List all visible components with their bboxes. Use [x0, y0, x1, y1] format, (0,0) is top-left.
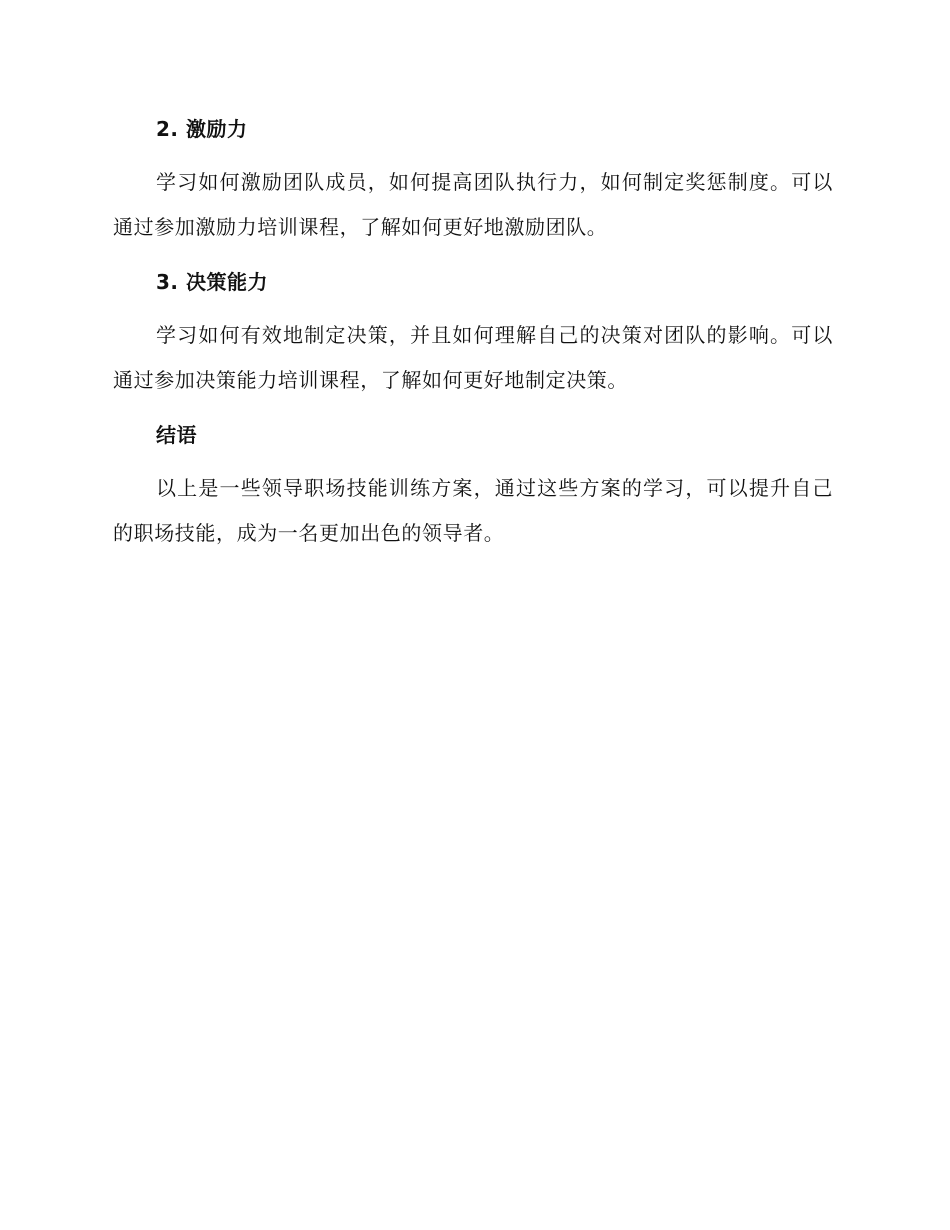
section-heading-motivation: 2. 激励力: [156, 117, 248, 141]
section-paragraph-motivation: 学习如何激励团队成员，如何提高团队执行力，如何制定奖惩制度。可以通过参加激励力培训课程，了解如何更好地激励团队。: [113, 170, 833, 239]
document-body: [113, 114, 833, 556]
section-heading-conclusion: 结语: [156, 423, 197, 447]
section-paragraph-decision-making: 学习如何有效地制定决策，并且如何理解自己的决策对团队的影响。可以通过参加决策能力培训课程，了解如何更好地制定决策。: [113, 323, 833, 392]
section-paragraph-conclusion: 以上是一些领导职场技能训练方案，通过这些方案的学习，可以提升自己的职场技能，成为一名更加出色的领导者。: [113, 476, 833, 545]
section-heading-decision-making: 3. 决策能力: [156, 270, 268, 294]
